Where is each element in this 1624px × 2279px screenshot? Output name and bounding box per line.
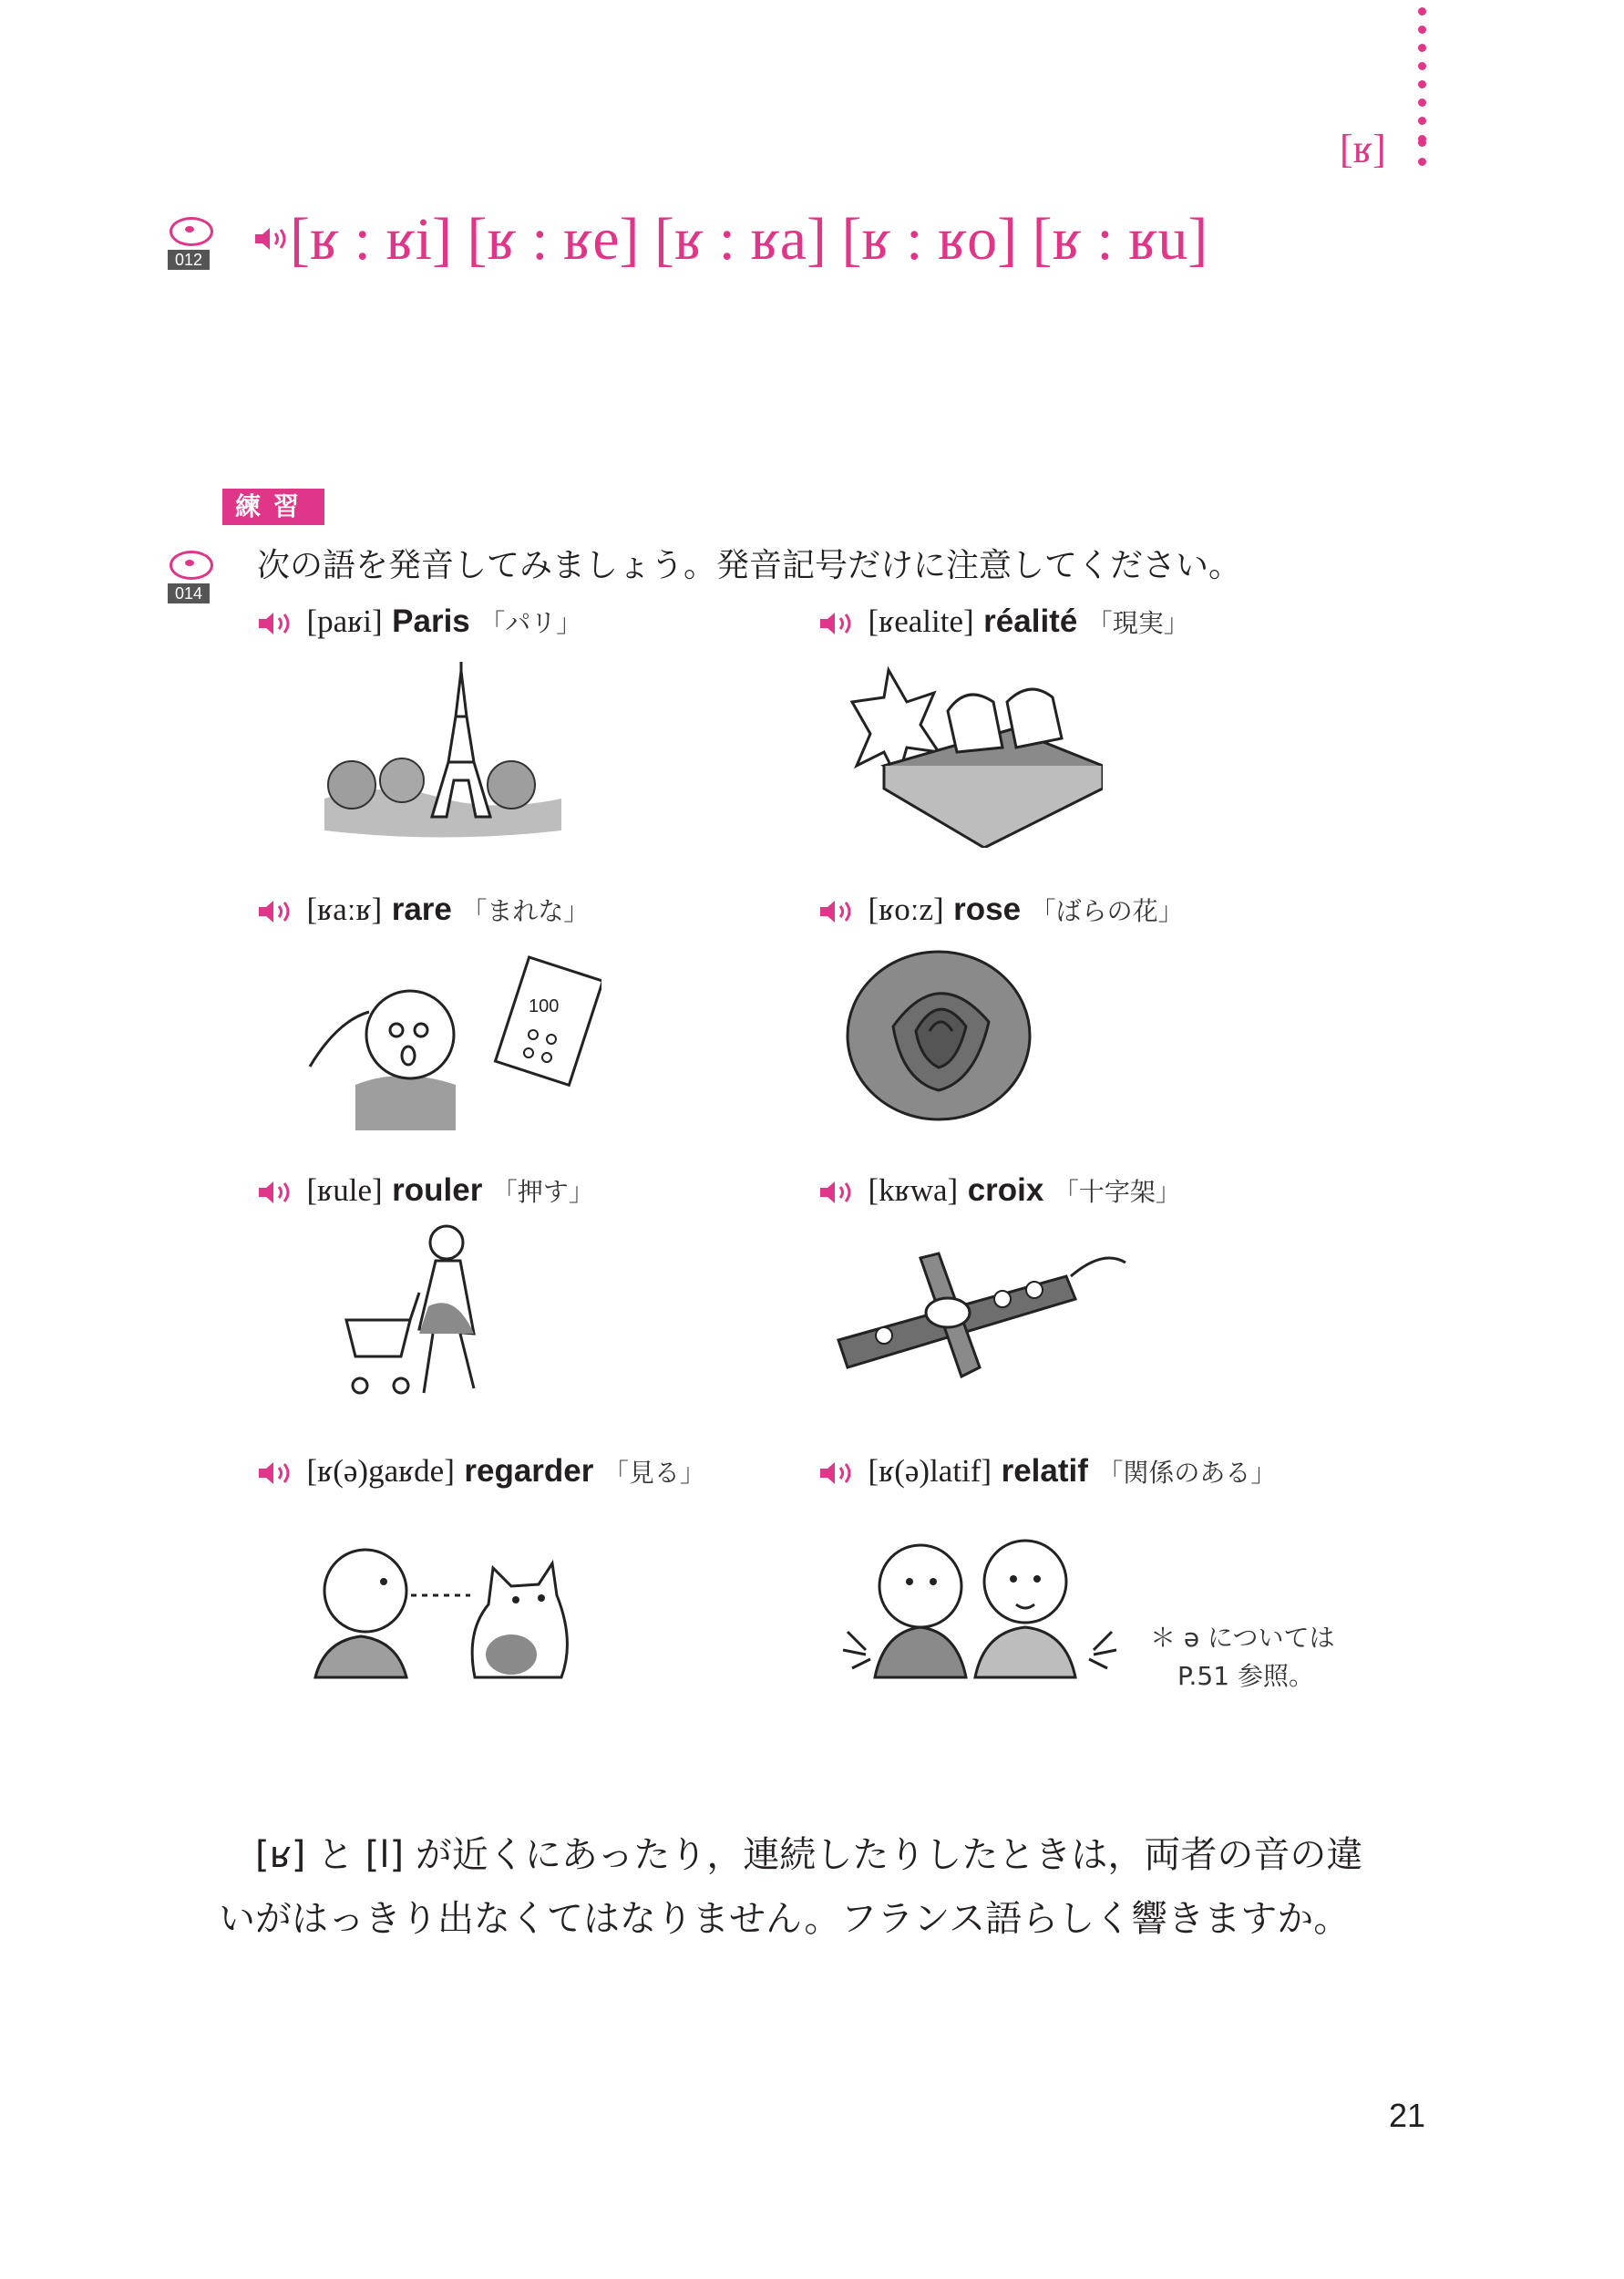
entry-croix bbox=[818, 1172, 1181, 1209]
speaker-icon[interactable] bbox=[257, 1460, 297, 1486]
entry-gloss: 「関係のある」 bbox=[1097, 1458, 1277, 1488]
cd-track-badge-practice bbox=[168, 551, 210, 603]
body-line: [ʁ] と [l] が近くにあったり，連続したりしたときは，両者の音の違 bbox=[255, 1834, 1363, 1876]
speaker-icon[interactable] bbox=[257, 611, 297, 636]
heading-title: [ʁ : ʁi] [ʁ : ʁe] [ʁ : ʁa] [ʁ : ʁo] [ʁ : ʁu] bbox=[290, 206, 1208, 273]
entry-ipa: [ʁaːʁ] bbox=[306, 892, 383, 927]
svg-text:100: 100 bbox=[529, 996, 560, 1016]
entry-ipa: [paʁi] bbox=[306, 603, 383, 639]
entry-gloss: 「パリ」 bbox=[479, 608, 582, 638]
schwa-footnote bbox=[1150, 1619, 1334, 1696]
entry-regarder bbox=[257, 1453, 705, 1490]
cd-track-badge bbox=[168, 217, 210, 270]
cd-icon bbox=[170, 551, 213, 580]
entry-realite bbox=[818, 603, 1189, 640]
speaker-icon[interactable] bbox=[257, 1180, 297, 1205]
entry-ipa: [ʁ(ə)latif] bbox=[868, 1453, 992, 1489]
two-people-illustration bbox=[838, 1504, 1130, 1686]
speaker-icon[interactable] bbox=[818, 1180, 858, 1205]
entry-gloss: 「ばらの花」 bbox=[1030, 896, 1184, 926]
bathroom-scale-illustration bbox=[848, 665, 1103, 848]
speaker-icon[interactable] bbox=[253, 226, 293, 252]
rose-illustration bbox=[838, 944, 1039, 1127]
entry-rose bbox=[818, 892, 1184, 928]
track-number: 014 bbox=[168, 583, 210, 603]
entry-ipa: [ʁule] bbox=[306, 1172, 383, 1208]
cd-icon bbox=[170, 217, 213, 246]
entry-gloss: 「十字架」 bbox=[1053, 1177, 1181, 1207]
entry-ipa: [kʁwa] bbox=[868, 1172, 959, 1208]
speaker-icon[interactable] bbox=[818, 899, 858, 924]
entry-gloss: 「見る」 bbox=[602, 1458, 705, 1488]
footnote-line: P.51 参照。 bbox=[1177, 1661, 1314, 1691]
entry-word: rose bbox=[953, 892, 1022, 927]
entry-ipa: [ʁealite] bbox=[868, 603, 974, 639]
entry-ipa: [ʁoːz] bbox=[868, 892, 944, 927]
body-line: いがはっきり出なくてはなりません。フランス語らしく響きますか。 bbox=[219, 1898, 1351, 1940]
entry-word: réalité bbox=[983, 603, 1078, 639]
surprised-man-illustration bbox=[301, 948, 601, 1130]
entry-relatif bbox=[818, 1453, 1276, 1490]
entry-word: Paris bbox=[392, 603, 470, 639]
footnote-line: ＊ ə については bbox=[1150, 1623, 1335, 1653]
track-number: 012 bbox=[168, 250, 210, 270]
speaker-icon[interactable] bbox=[257, 899, 297, 924]
entry-gloss: 「まれな」 bbox=[461, 896, 590, 926]
entry-word: rouler bbox=[392, 1172, 483, 1208]
practice-instruction: 次の語を発音してみましょう。発音記号だけに注意してください。 bbox=[257, 547, 1242, 584]
boy-looking-at-cat-illustration bbox=[306, 1504, 580, 1686]
entry-gloss: 「現実」 bbox=[1086, 608, 1189, 638]
entry-word: rare bbox=[391, 892, 452, 927]
entry-rare bbox=[257, 892, 589, 928]
entry-ipa: [ʁ(ə)gaʁde] bbox=[306, 1453, 455, 1489]
entry-word: croix bbox=[967, 1172, 1044, 1208]
speaker-icon[interactable] bbox=[818, 1460, 858, 1486]
entry-rouler bbox=[257, 1172, 594, 1209]
decorative-dot-column bbox=[1418, 7, 1429, 153]
entry-gloss: 「押す」 bbox=[491, 1177, 594, 1207]
practice-label: 練習 bbox=[222, 489, 324, 525]
entry-word: regarder bbox=[464, 1453, 594, 1489]
cross-illustration bbox=[829, 1240, 1130, 1395]
speaker-icon[interactable] bbox=[818, 611, 858, 636]
entry-word: relatif bbox=[1001, 1453, 1088, 1489]
entry-paris bbox=[257, 603, 581, 640]
body-paragraph bbox=[219, 1823, 1440, 1951]
page-number: 21 bbox=[1389, 2097, 1426, 2134]
corner-symbol-dots bbox=[1418, 139, 1426, 166]
corner-symbol: [ʁ] bbox=[1340, 127, 1386, 171]
eiffel-tower-illustration bbox=[315, 662, 570, 853]
woman-pushing-cart-illustration bbox=[328, 1220, 547, 1411]
